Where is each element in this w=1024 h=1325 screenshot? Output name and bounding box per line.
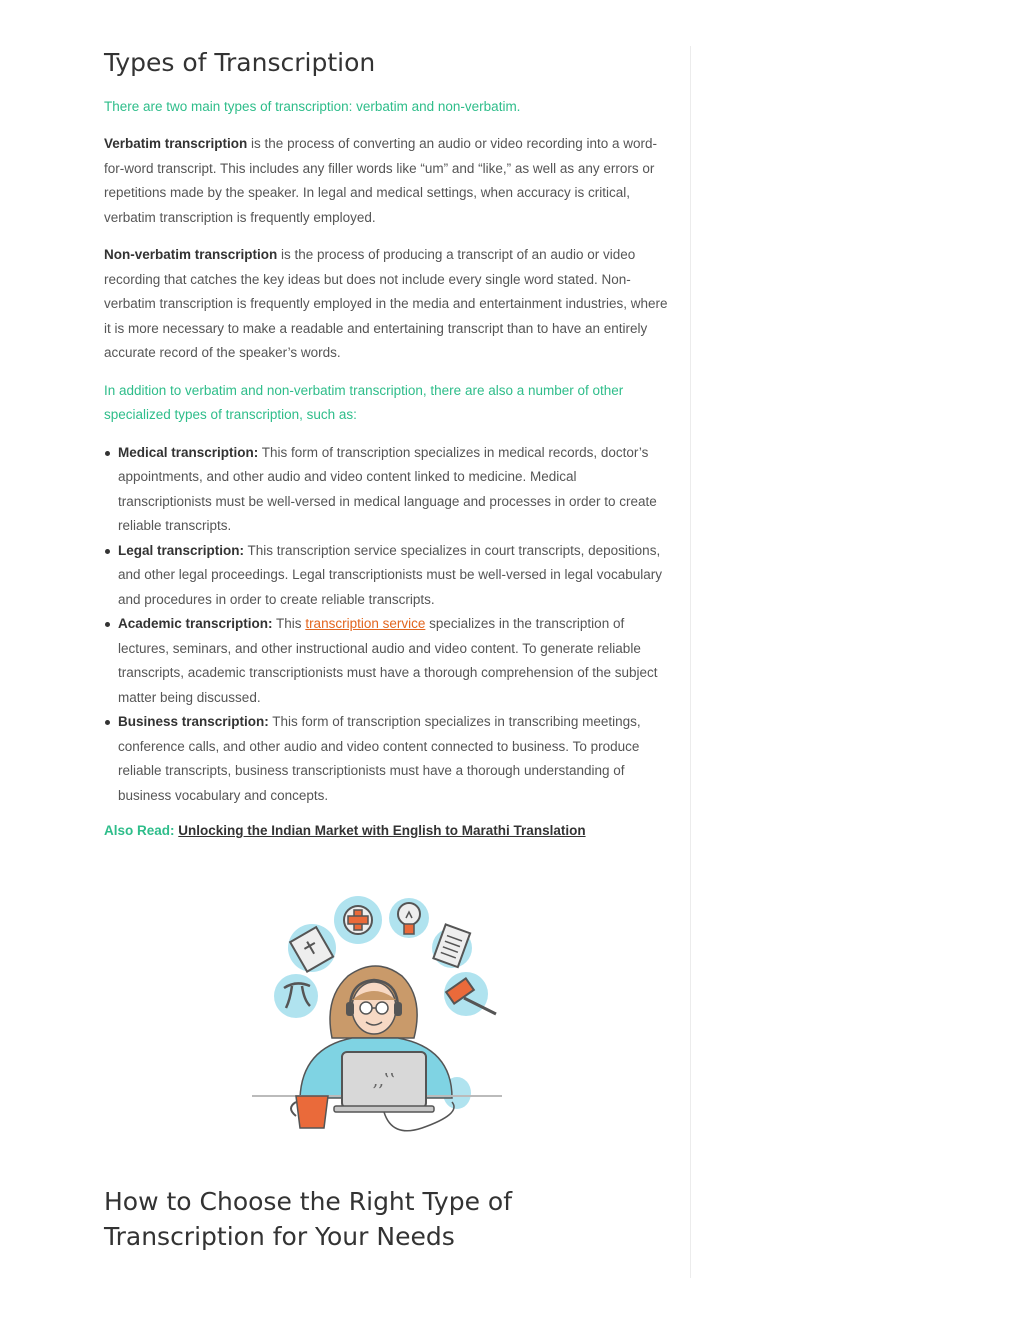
sidebar-divider — [690, 46, 691, 1278]
list-item-term: Medical transcription: — [118, 444, 259, 460]
list-item-term: Academic transcription: — [118, 616, 273, 631]
transcription-service-link[interactable]: transcription service — [305, 616, 426, 631]
nonverbatim-term: Non-verbatim transcription — [104, 247, 278, 262]
list-item-text: specializes in the transcription of lectures, seminars, and other instructional audio and video content. To generate reliable transcripts, academic transcriptionists must have a thorough comprehension of the subject matter being discussed. — [118, 616, 658, 705]
coffee-mug-icon — [291, 1096, 328, 1128]
nonverbatim-text: is the process of producing a transcript of an audio or video recording that catches the key ideas but does not include every single word stated. Non-verbatim transcription is frequently employed in the media and entertainment industries, where it is more necessary to make a readable and entertaining transcript than to have an entirely accurate record of the speaker’s words. — [104, 247, 668, 360]
list-item-pre: This — [272, 616, 306, 631]
transcription-types-list — [104, 441, 672, 809]
list-item — [118, 539, 672, 613]
section-heading-2: How to Choose the Right Type of Transcription for Your Needs — [104, 1187, 512, 1251]
also-read-link[interactable]: Unlocking the Indian Market with English to Marathi Translation — [178, 823, 586, 838]
intro-text: There are two main types of transcription: verbatim and non-verbatim. — [104, 99, 521, 114]
svg-text:‚‚‛‛: ‚‚‛‛ — [372, 1070, 396, 1091]
verbatim-text: is the process of converting an audio or video recording into a word-for-word transcript. This includes any filler words like “um” and “like,” as well as any errors or repetitions made by the speaker. In legal and medical settings, when accuracy is critical, verbatim transcription is frequently employed. — [104, 136, 658, 225]
list-item — [118, 612, 672, 710]
list-item — [118, 441, 672, 539]
also-read-label: Also Read: — [104, 823, 175, 838]
additional-types-intro: In addition to verbatim and non-verbatim transcription, there are also a number of other specialized types of transcription, such as: — [104, 382, 624, 422]
medical-cross-icon — [344, 906, 372, 934]
article-content — [104, 44, 672, 842]
section-heading: Types of Transcription — [104, 48, 376, 77]
also-read — [104, 820, 672, 842]
verbatim-term: Verbatim transcription — [104, 136, 248, 151]
verbatim-paragraph — [104, 132, 672, 230]
list-item-term: Business transcription: — [118, 714, 269, 729]
list-item-text: This form of transcription specializes in transcribing meetings, conference calls, and other audio and video content connected to business. To produce reliable transcripts, business transcriptionists must have a thorough understanding of business vocabulary and concepts. — [118, 714, 641, 803]
transcriptionist-illustration — [252, 888, 502, 1138]
nonverbatim-paragraph — [104, 243, 672, 366]
list-item-text: This form of transcription specializes in medical records, doctor’s appointments, and other audio and video content linked to medicine. Medical transcriptionists must be well-versed in medical language and processes in order to create reliable transcripts. — [118, 444, 657, 533]
list-item-term: Legal transcription: — [118, 542, 245, 558]
list-item — [118, 710, 672, 808]
list-item-text: This transcription service specializes in court transcripts, depositions, and other legal proceedings. Legal transcriptionists must be well-versed in legal vocabulary and procedures in order to create reliable transcripts. — [118, 542, 663, 607]
